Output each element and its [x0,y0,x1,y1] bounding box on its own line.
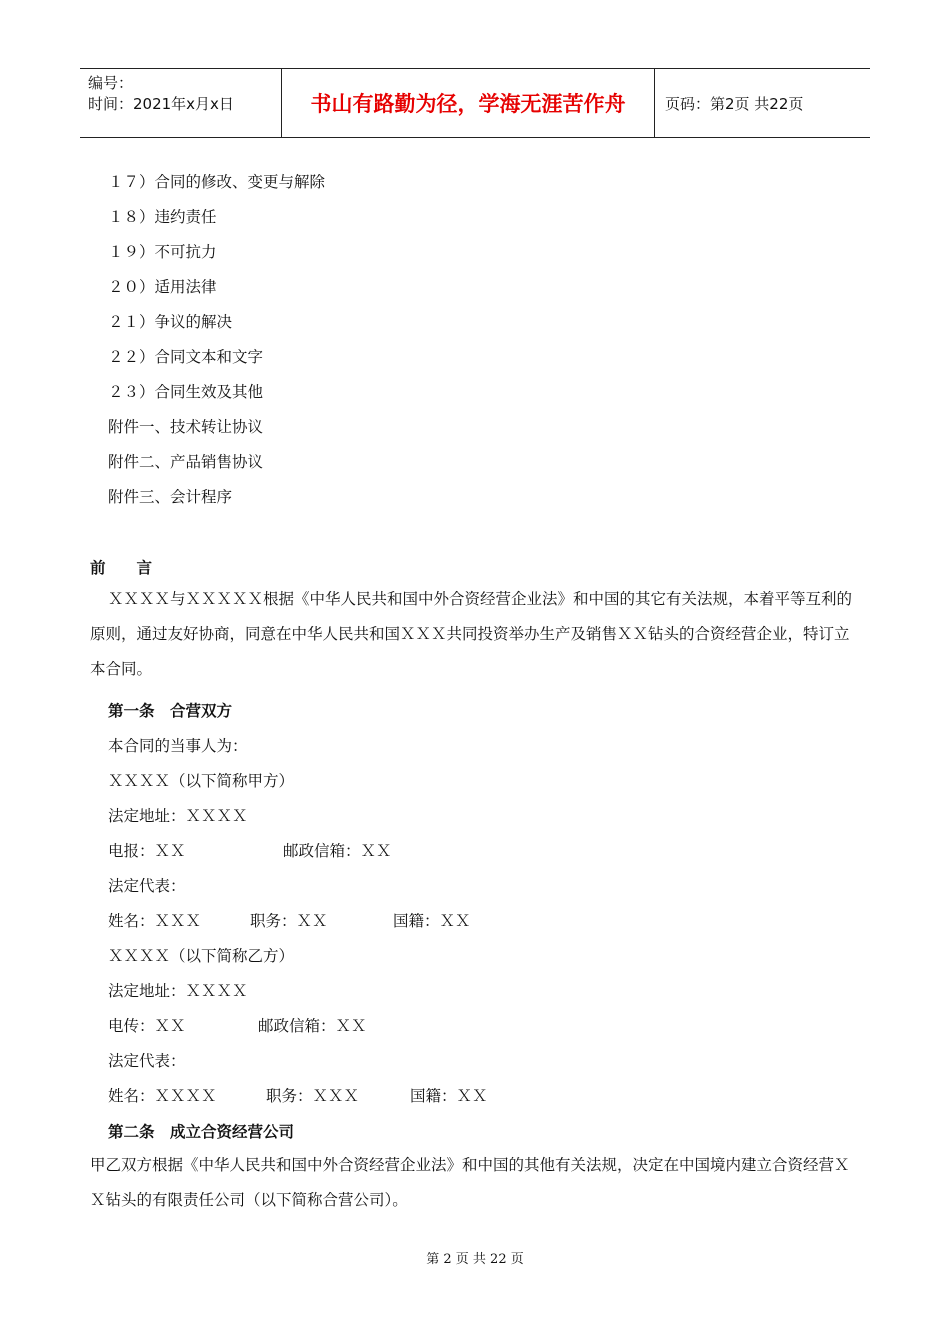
toc-item: １９）不可抗力 [108,243,217,261]
party-b-rep-label: 法定代表： [108,1052,186,1070]
toc-item: ２１）争议的解决 [108,313,233,331]
header-left-cell [80,69,282,137]
header-motto: 书山有路勤为径，学海无涯苦作舟 [282,69,655,137]
party-b-mailbox: 邮政信箱：ＸＸ [258,1017,367,1035]
article2-text: 甲乙双方根据《中华人民共和国中外合资经营企业法》和中国的其他有关法规，决定在中国境内建立合资经营ＸＸ钻头的有限责任公司（以下简称合营公司）。 [90,1156,850,1209]
preface-text: ＸＸＸＸ与ＸＸＸＸＸ根据《中华人民共和国中外合资经营企业法》和中国的其它有关法规，本着平等互利的原则，通过友好协商，同意在中华人民共和国ＸＸＸ共同投资举办生产及销售ＸＸ钻头的合资经营企业，特订立本合同。 [90,590,853,678]
appendix-item: 附件三、会计程序 [108,488,233,506]
party-a-rep-label: 法定代表： [108,877,186,895]
article1-heading: 第一条 合营双方 [108,702,233,720]
party-b-rep-nationality: 国籍：ＸＸ [410,1087,488,1105]
party-a-rep-nationality: 国籍：ＸＸ [393,912,471,930]
page-footer: 第 2 页 共 22 页 [426,1252,524,1267]
appendix-item: 附件一、技术转让协议 [108,418,264,436]
party-a-rep-name: 姓名：ＸＸＸ [108,912,202,930]
party-a-rep-title: 职务：ＸＸ [250,912,328,930]
toc-item: ２２）合同文本和文字 [108,348,264,366]
party-b-rep-title: 职务：ＸＸＸ [266,1087,360,1105]
article1-intro: 本合同的当事人为： [108,737,248,755]
header-number-label: 编号： [88,74,134,92]
header-time-label: 时间：2021年x月x日 [88,95,234,113]
party-a-mailbox: 邮政信箱：ＸＸ [283,842,392,860]
party-b-name: ＸＸＸＸ（以下简称乙方） [108,947,295,965]
preface-heading: 前 言 [90,559,153,577]
header-page-info: 页码：第2页 共22页 [665,94,804,113]
party-a-name: ＸＸＸＸ（以下简称甲方） [108,772,295,790]
party-a-address: 法定地址：ＸＸＸＸ [108,807,248,825]
party-b-address: 法定地址：ＸＸＸＸ [108,982,248,1000]
page-header [80,68,870,138]
toc-item: １８）违约责任 [108,208,217,226]
toc-item: ２０）适用法律 [108,278,217,296]
party-a-telegram: 电报：ＸＸ [108,842,186,860]
appendix-item: 附件二、产品销售协议 [108,453,264,471]
party-b-fax: 电传：ＸＸ [108,1017,186,1035]
article2-heading: 第二条 成立合资经营公司 [108,1123,295,1141]
party-b-rep-name: 姓名：ＸＸＸＸ [108,1087,217,1105]
toc-item: ２３）合同生效及其他 [108,383,264,401]
toc-item: １７）合同的修改、变更与解除 [108,173,326,191]
